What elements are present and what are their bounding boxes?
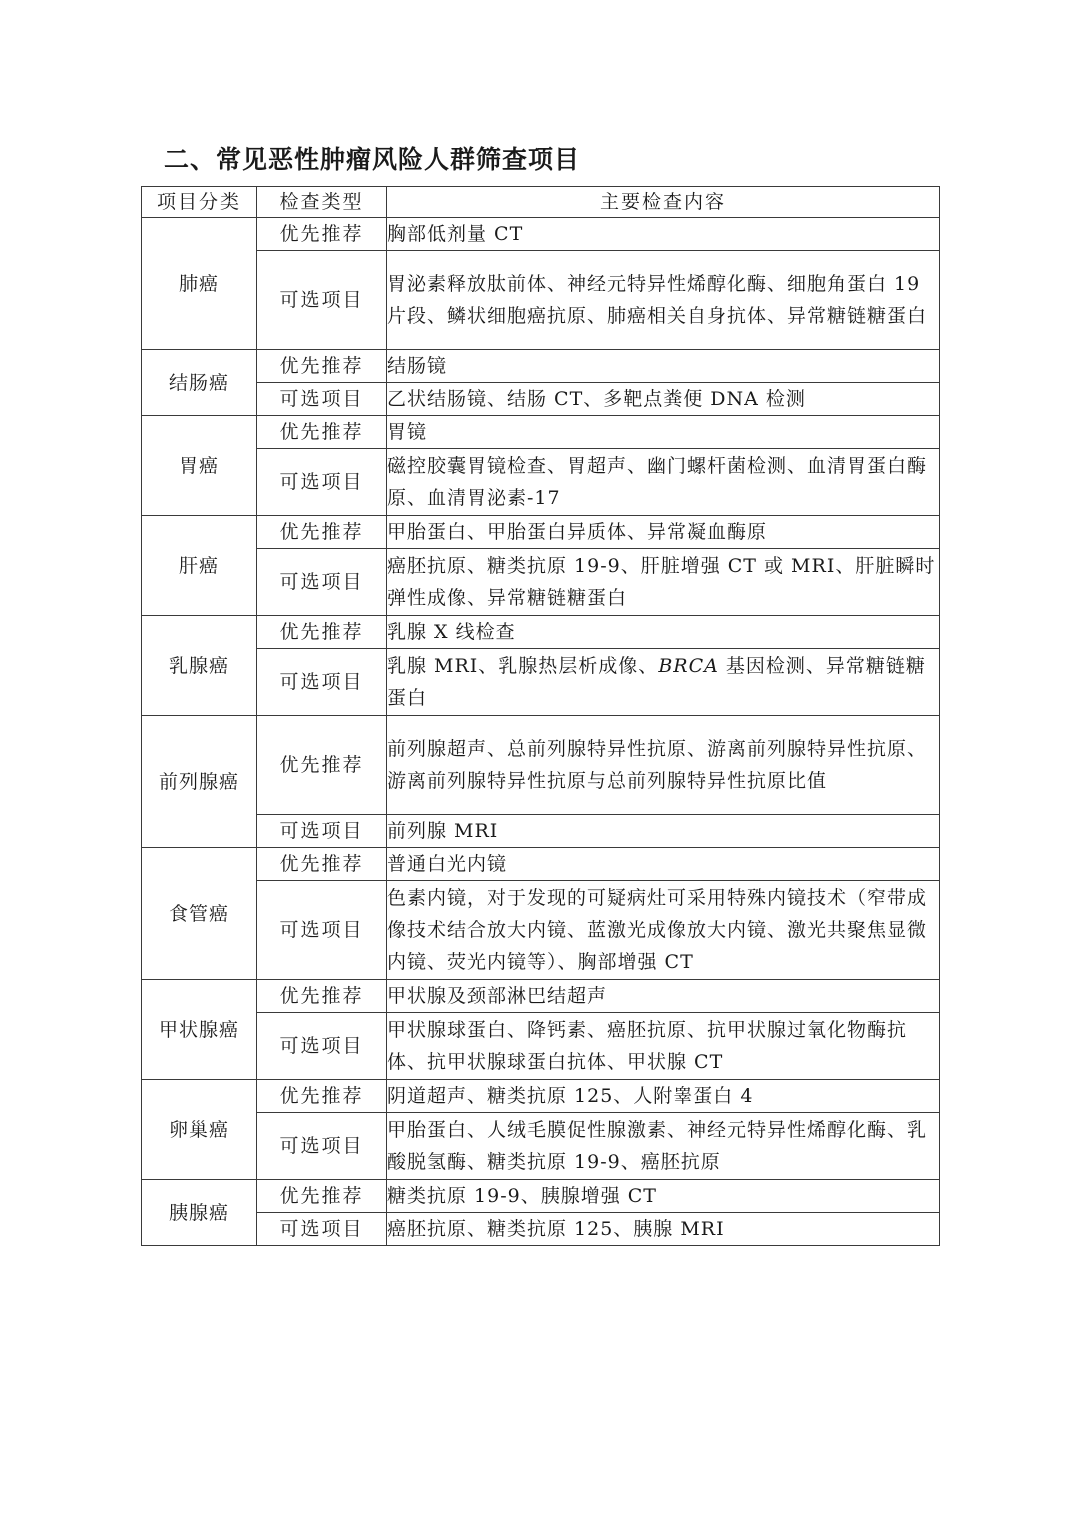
table-row — [142, 815, 940, 848]
type-cell: 可选项目 — [257, 815, 387, 848]
page-heading: 二、常见恶性肿瘤风险人群筛查项目 — [164, 145, 581, 174]
table-row — [142, 980, 940, 1013]
table-row — [142, 449, 940, 516]
type-cell: 优先推荐 — [257, 980, 387, 1013]
table-row — [142, 218, 940, 251]
content-cell: 糖类抗原 19-9、胰腺增强 CT — [387, 1180, 940, 1213]
content-cell: 癌胚抗原、糖类抗原 19-9、肝脏增强 CT 或 MRI、肝脏瞬时弹性成像、异常糖链糖蛋白 — [387, 549, 940, 616]
content-cell: 胃镜 — [387, 416, 940, 449]
type-cell: 优先推荐 — [257, 416, 387, 449]
table-row — [142, 516, 940, 549]
content-text: 乳腺 MRI、乳腺热层析成像、 — [387, 655, 659, 677]
type-cell: 优先推荐 — [257, 350, 387, 383]
category-cell: 胃癌 — [142, 416, 257, 516]
type-cell: 优先推荐 — [257, 1180, 387, 1213]
category-cell: 前列腺癌 — [142, 716, 257, 848]
content-cell: 甲胎蛋白、人绒毛膜促性腺激素、神经元特异性烯醇化酶、乳酸脱氢酶、糖类抗原 19-9、癌胚抗原 — [387, 1113, 940, 1180]
table-row — [142, 416, 940, 449]
content-cell: 甲状腺球蛋白、降钙素、癌胚抗原、抗甲状腺过氧化物酶抗体、抗甲状腺球蛋白抗体、甲状腺 CT — [387, 1013, 940, 1080]
table-row — [142, 251, 940, 350]
category-cell: 乳腺癌 — [142, 616, 257, 716]
type-cell: 优先推荐 — [257, 616, 387, 649]
type-cell: 优先推荐 — [257, 716, 387, 815]
type-cell: 优先推荐 — [257, 218, 387, 251]
header-category: 项目分类 — [142, 187, 257, 218]
table-row — [142, 549, 940, 616]
type-cell: 可选项目 — [257, 649, 387, 716]
type-cell: 可选项目 — [257, 1013, 387, 1080]
table-row — [142, 649, 940, 716]
content-cell: 胸部低剂量 CT — [387, 218, 940, 251]
table-row — [142, 1013, 940, 1080]
content-cell: 前列腺 MRI — [387, 815, 940, 848]
table-row — [142, 383, 940, 416]
type-cell: 可选项目 — [257, 251, 387, 350]
type-cell: 优先推荐 — [257, 516, 387, 549]
type-cell: 可选项目 — [257, 549, 387, 616]
content-cell: 甲胎蛋白、甲胎蛋白异质体、异常凝血酶原 — [387, 516, 940, 549]
content-cell — [387, 649, 940, 716]
category-cell: 食管癌 — [142, 848, 257, 980]
type-cell: 可选项目 — [257, 1213, 387, 1246]
header-content: 主要检查内容 — [387, 187, 940, 218]
type-cell: 优先推荐 — [257, 1080, 387, 1113]
table-row — [142, 716, 940, 815]
type-cell: 优先推荐 — [257, 848, 387, 881]
content-cell: 甲状腺及颈部淋巴结超声 — [387, 980, 940, 1013]
table-row — [142, 848, 940, 881]
type-cell: 可选项目 — [257, 449, 387, 516]
content-cell: 乳腺 X 线检查 — [387, 616, 940, 649]
screening-table — [141, 186, 940, 1246]
table-row — [142, 1113, 940, 1180]
content-cell: 乙状结肠镜、结肠 CT、多靶点粪便 DNA 检测 — [387, 383, 940, 416]
content-cell: 前列腺超声、总前列腺特异性抗原、游离前列腺特异性抗原、游离前列腺特异性抗原与总前列腺特异性抗原比值 — [387, 716, 940, 815]
header-type: 检查类型 — [257, 187, 387, 218]
content-cell: 磁控胶囊胃镜检查、胃超声、幽门螺杆菌检测、血清胃蛋白酶原、血清胃泌素-17 — [387, 449, 940, 516]
category-cell: 甲状腺癌 — [142, 980, 257, 1080]
table-header-row — [142, 187, 940, 218]
type-cell: 可选项目 — [257, 1113, 387, 1180]
content-cell: 阴道超声、糖类抗原 125、人附睾蛋白 4 — [387, 1080, 940, 1113]
content-cell: 结肠镜 — [387, 350, 940, 383]
type-cell: 可选项目 — [257, 383, 387, 416]
content-cell: 癌胚抗原、糖类抗原 125、胰腺 MRI — [387, 1213, 940, 1246]
table-row — [142, 1080, 940, 1113]
content-cell: 色素内镜，对于发现的可疑病灶可采用特殊内镜技术（窄带成像技术结合放大内镜、蓝激光成像放大内镜、激光共聚焦显微内镜、荧光内镜等）、胸部增强 CT — [387, 881, 940, 980]
table-row — [142, 881, 940, 980]
content-text: 基因检测、异常糖链糖蛋白 — [387, 655, 926, 709]
gene-name: BRCA — [658, 655, 719, 677]
table-row — [142, 350, 940, 383]
table-row — [142, 616, 940, 649]
category-cell: 肝癌 — [142, 516, 257, 616]
content-cell: 胃泌素释放肽前体、神经元特异性烯醇化酶、细胞角蛋白 19 片段、鳞状细胞癌抗原、肺癌相关自身抗体、异常糖链糖蛋白 — [387, 251, 940, 350]
category-cell: 肺癌 — [142, 218, 257, 350]
table-row — [142, 1213, 940, 1246]
table-row — [142, 1180, 940, 1213]
content-cell: 普通白光内镜 — [387, 848, 940, 881]
category-cell: 结肠癌 — [142, 350, 257, 416]
category-cell: 胰腺癌 — [142, 1180, 257, 1246]
category-cell: 卵巢癌 — [142, 1080, 257, 1180]
type-cell: 可选项目 — [257, 881, 387, 980]
